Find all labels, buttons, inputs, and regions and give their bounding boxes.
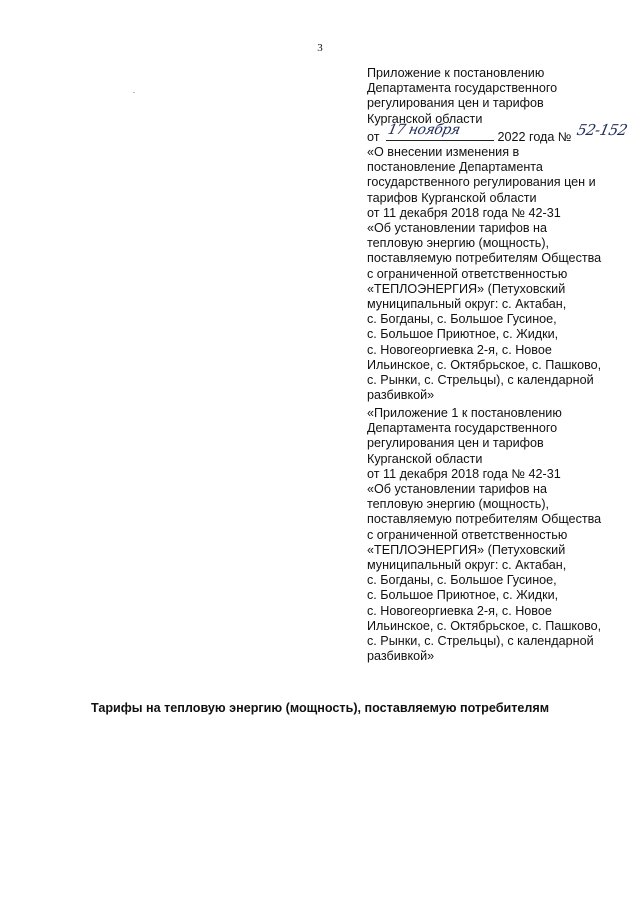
appendix-header-line: с. Рынки, с. Стрельцы), с календарной: [367, 373, 594, 388]
date-year: 2022 года №: [497, 129, 572, 144]
appendix-1-line: Ильинское, с. Октябрьское, с. Пашково,: [367, 618, 602, 633]
appendix-1-line: с. Большое Приютное, с. Жидки,: [367, 588, 559, 603]
handwritten-number-field: [575, 120, 640, 141]
appendix-header-line: поставляемую потребителям Общества: [367, 251, 602, 266]
appendix-header-line: регулирования цен и тарифов: [367, 96, 544, 111]
handwritten-number: 52-152: [575, 120, 629, 139]
appendix-header-line: тарифов Курганской области: [367, 190, 537, 205]
appendix-header-line: «О внесении изменения в: [367, 145, 520, 160]
appendix-header-line: с. Богданы, с. Большое Гусиное,: [367, 312, 557, 327]
appendix-1-line: «Об установлении тарифов на: [367, 482, 548, 497]
appendix-header-line: от 11 декабря 2018 года № 42-31: [367, 205, 561, 220]
appendix-1-block: [367, 406, 617, 664]
document-title: Тарифы на тепловую энергию (мощность), поставляемую потребителям: [90, 701, 550, 715]
appendix-header-line: «ТЕПЛОЭНЕРГИЯ» (Петуховский: [367, 281, 566, 296]
appendix-1-line: с. Новогеоргиевка 2-я, с. Новое: [367, 603, 552, 618]
appendix-header-line: постановление Департамента: [367, 160, 543, 175]
appendix-1-line: «Приложение 1 к постановлению: [367, 406, 562, 420]
appendix-header-line: тепловую энергию (мощность),: [367, 236, 550, 251]
appendix-1-line: «ТЕПЛОЭНЕРГИЯ» (Петуховский: [367, 542, 566, 557]
appendix-1-line: Департамента государственного: [367, 421, 558, 436]
handwritten-date-field: [386, 121, 494, 141]
appendix-1-line: с ограниченной ответственностью: [367, 527, 568, 542]
appendix-1-line: регулирования цен и тарифов: [367, 436, 544, 451]
handwritten-date: 17 ноября: [386, 121, 462, 138]
appendix-header-line: Департамента государственного: [367, 81, 558, 96]
appendix-1-line: разбивкой»: [367, 649, 435, 664]
appendix-1-line: с. Рынки, с. Стрельцы), с календарной: [367, 634, 594, 649]
appendix-header-line: «Об установлении тарифов на: [367, 221, 548, 236]
appendix-1-line: от 11 декабря 2018 года № 42-31: [367, 466, 561, 481]
appendix-header-line: Курганской области: [367, 111, 483, 126]
appendix-1-line: с. Богданы, с. Большое Гусиное,: [367, 573, 557, 588]
appendix-header-line: государственного регулирования цен и: [367, 175, 596, 190]
appendix-1-line: муниципальный округ: с. Актабан,: [367, 558, 567, 573]
date-prefix: от: [367, 129, 380, 144]
appendix-header-line: муниципальный округ: с. Актабан,: [367, 297, 567, 312]
scan-speck: [133, 92, 135, 93]
appendix-1-line: поставляемую потребителям Общества: [367, 512, 602, 527]
appendix-header-block: [367, 66, 629, 403]
appendix-header-line: Приложение к постановлению: [367, 66, 545, 80]
appendix-1-line: Курганской области: [367, 451, 483, 466]
resolution-date-line: [367, 120, 629, 145]
appendix-header-line: разбивкой»: [367, 388, 435, 403]
appendix-header-line: с ограниченной ответственностью: [367, 266, 568, 281]
page-number: 3: [317, 42, 323, 54]
appendix-header-line: с. Большое Приютное, с. Жидки,: [367, 327, 559, 342]
appendix-header-line: с. Новогеоргиевка 2-я, с. Новое: [367, 342, 552, 357]
appendix-header-line: Ильинское, с. Октябрьское, с. Пашково,: [367, 357, 602, 372]
appendix-1-line: тепловую энергию (мощность),: [367, 497, 550, 512]
